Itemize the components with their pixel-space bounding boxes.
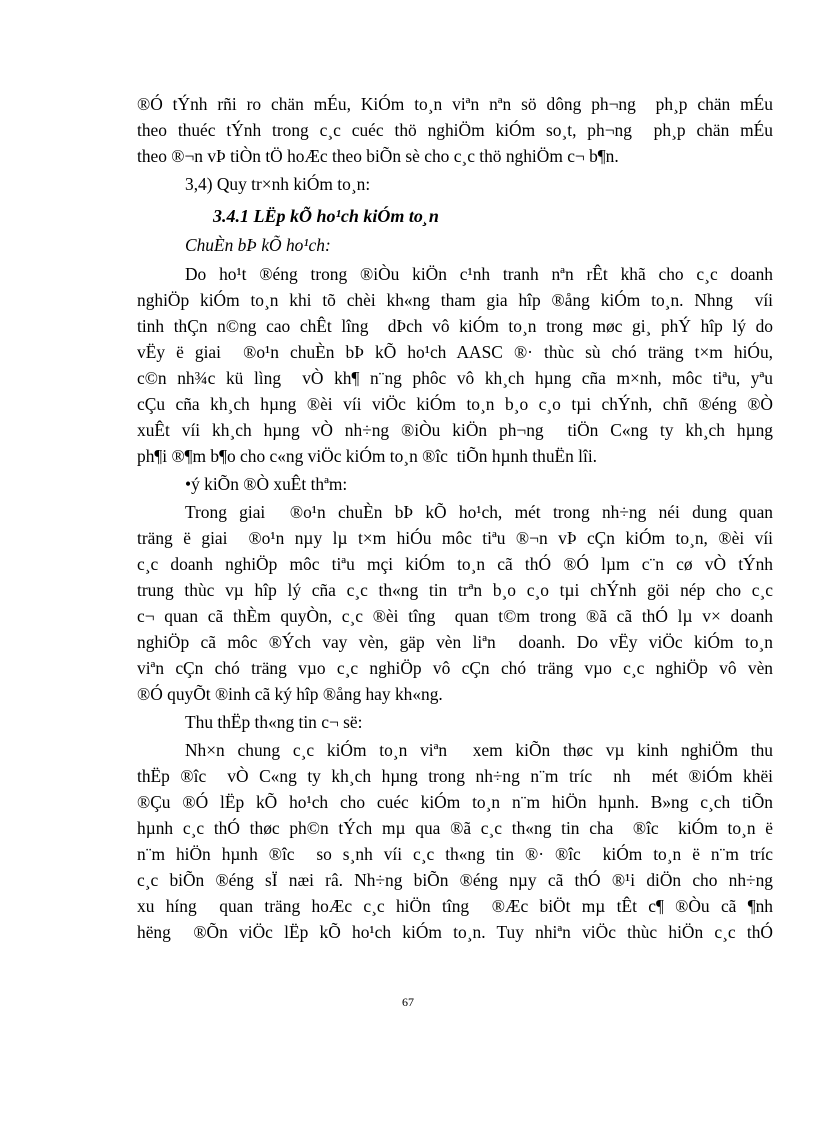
paragraph-4-line-8: hëng ®Õn viÖc lËp kÕ ho¹ch kiÓm to¸n. Tuy nhiªn viÖc thùc hiÖn c¸c thÓ [137,922,773,942]
paragraph-4-line-7: xu híng quan träng hoÆc c¸c hiÖn tîng ®Æc biÖt mµ tÊt c¶ ®Òu cã ¶nh [137,896,773,916]
paragraph-4-line-6: c¸c biÕn ®éng sÏ næi râ. Nh÷ng biÕn ®éng nµy cã thÓ ®¹i diÖn cho nh÷ng [137,870,773,890]
paragraph-1-line-3: theo ®¬n vÞ tiÒn tÖ hoÆc theo biÕn sè cho c¸c thö nghiÖm c¬ b¶n. [137,146,619,166]
paragraph-3-line-6: nghiÖp cã môc ®Ých vay vèn, gäp vèn liªn doanh. Do vËy viÖc kiÓm to¸n [137,632,773,652]
paragraph-3-line-7: viªn cÇn chó träng vµo c¸c nghiÖp vô cÇn chó träng vµo c¸c nghiÖp vô vèn [137,658,773,678]
paragraph-1-line-2: theo thuéc tÝnh trong c¸c cuéc thö nghiÖm kiÓm so¸t, ph¬ng ph¸p chän mÉu [137,120,773,140]
paragraph-2-line-4: vËy ë giai ®o¹n chuÈn bÞ kÕ ho¹ch AASC ®· thùc sù chó träng t×m hiÓu, [137,342,773,362]
subsection-heading: 3.4.1 LËp kÕ ho¹ch kiÓm to¸n [213,206,439,226]
paragraph-3-line-1: Trong giai ®o¹n chuÈn bÞ kÕ ho¹ch, mét trong nh÷ng néi dung quan [185,502,773,522]
paragraph-3-line-2: träng ë giai ®o¹n nµy lµ t×m hiÓu môc tiªu ®¬n vÞ cÇn kiÓm to¸n, ®èi víi [137,528,773,548]
paragraph-4-line-3: ®Çu ®Ó lËp kÕ ho¹ch cho cuéc kiÓm to¸n n¨m hiÖn hµnh. B»ng c¸ch tiÕn [137,792,773,812]
preparation-plan-heading: ChuÈn bÞ kÕ ho¹ch: [185,235,331,255]
paragraph-3-line-8: ®Ó quyÕt ®inh cã ký hîp ®ång hay kh«ng. [137,684,443,704]
paragraph-3-line-4: trung thùc vµ hîp lý cña c¸c th«ng tin trªn b¸o c¸o tµi chÝnh göi nép cho c¸c [137,580,773,600]
paragraph-4-line-4: hµnh c¸c thÓ thøc ph©n tÝch mµ qua ®ã c¸c th«ng tin cha ®îc kiÓm to¸n ë [137,818,773,838]
paragraph-2-line-5: c©n nh¾c kü lìng vÒ kh¶ n¨ng phôc vô kh¸ch hµng cña m×nh, môc tiªu, yªu [137,368,773,388]
section-heading: 3,4) Quy tr×nh kiÓm to¸n: [185,174,371,194]
collect-info-heading: Thu thËp th«ng tin c¬ së: [185,712,363,732]
paragraph-2-line-3: tinh thÇn n©ng cao chÊt lîng dÞch vô kiÓm to¸n trong møc gi¸ phÝ hîp lý do [137,316,773,336]
paragraph-1-line-1: ®Ó tÝnh rñi ro chän mÉu, KiÓm to¸n viªn nªn sö dông ph¬ng ph¸p chän mÉu [137,94,773,114]
page-number: 67 [402,995,414,1009]
paragraph-3-line-5: c¬ quan cã thÈm quyÒn, c¸c ®èi tîng quan t©m trong ®ã cã thÓ lµ v× doanh [137,606,773,626]
opinion-heading: •ý kiÕn ®Ò xuÊt thªm: [185,474,348,494]
paragraph-2-line-8: ph¶i ®¶m b¶o cho c«ng viÖc kiÓm to¸n ®îc tiÕn hµnh thuËn lîi. [137,446,598,466]
paragraph-2-line-1: Do ho¹t ®éng trong ®iÒu kiÖn c¹nh tranh nªn rÊt khã cho c¸c doanh [185,264,773,284]
paragraph-2-line-6: cÇu cña kh¸ch hµng ®èi víi viÖc kiÓm to¸n b¸o c¸o tµi chÝnh, chñ ®éng ®Ò [137,394,773,414]
paragraph-4-line-5: n¨m hiÖn hµnh ®îc so s¸nh víi c¸c th«ng tin ®· ®îc kiÓm to¸n ë n¨m tríc [137,844,773,864]
paragraph-4-line-1: Nh×n chung c¸c kiÓm to¸n viªn xem kiÕn thøc vµ kinh nghiÖm thu [185,740,773,760]
paragraph-4-line-2: thËp ®îc vÒ C«ng ty kh¸ch hµng trong nh÷ng n¨m tríc nh mét ®iÓm khëi [137,766,773,786]
paragraph-2-line-2: nghiÖp kiÓm to¸n khi tõ chèi kh«ng tham gia hîp ®ång kiÓm to¸n. Nhng víi [137,290,773,310]
paragraph-2-line-7: xuÊt víi kh¸ch hµng vÒ nh÷ng ®iÒu kiÖn ph¬ng tiÖn C«ng ty kh¸ch hµng [137,420,773,440]
paragraph-3-line-3: c¸c doanh nghiÖp môc tiªu mçi kiÓm to¸n cã thÓ ®Ó lµm c¨n cø vÒ tÝnh [137,554,773,574]
